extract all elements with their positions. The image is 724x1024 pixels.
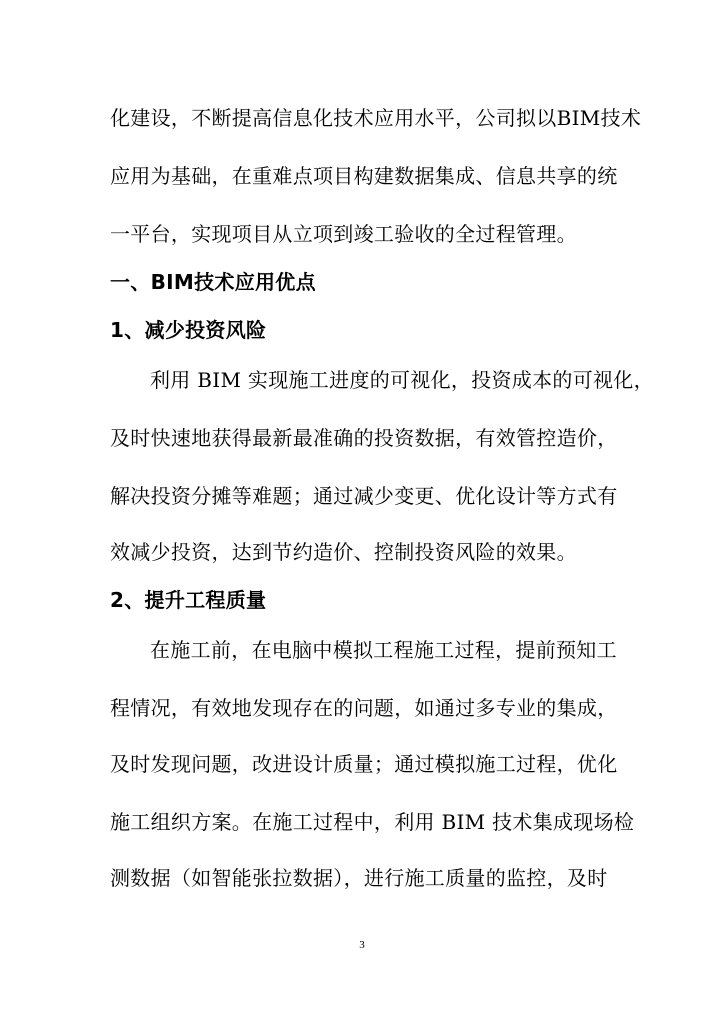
paragraph-line: 一平台，实现项目从立项到竣工验收的全过程管理。 bbox=[110, 222, 577, 246]
paragraph-line: 利用 BIM 实现施工进度的可视化，投资成本的可视化， bbox=[150, 368, 654, 392]
paragraph-line: 及时快速地获得最新最准确的投资数据，有效管控造价， bbox=[110, 426, 618, 450]
paragraph-line: 在施工前，在电脑中模拟工程施工过程，提前预知工 bbox=[150, 638, 617, 662]
paragraph-line: 解决投资分摊等难题；通过减少变更、优化设计等方式有 bbox=[110, 484, 618, 508]
paragraph-line: 及时发现问题，改进设计质量；通过模拟施工过程，优化 bbox=[110, 752, 618, 776]
paragraph-line: 施工组织方案。在施工过程中，利用 BIM 技术集成现场检 bbox=[110, 810, 635, 834]
paragraph-line: 效减少投资，达到节约造价、控制投资风险的效果。 bbox=[110, 540, 577, 564]
page-number: 3 bbox=[359, 939, 365, 951]
paragraph-line: 程情况，有效地发现存在的问题，如通过多专业的集成， bbox=[110, 696, 618, 720]
subsection-heading: 2、提升工程质量 bbox=[110, 588, 267, 612]
paragraph-line: 测数据（如智能张拉数据），进行施工质量的监控，及时 bbox=[110, 866, 608, 890]
section-heading: 一、BIM技术应用优点 bbox=[110, 270, 316, 294]
subsection-heading: 1、减少投资风险 bbox=[110, 318, 267, 342]
paragraph-line: 化建设，不断提高信息化技术应用水平，公司拟以BIM技术 bbox=[110, 106, 642, 130]
paragraph-line: 应用为基础，在重难点项目构建数据集成、信息共享的统 bbox=[110, 164, 618, 188]
